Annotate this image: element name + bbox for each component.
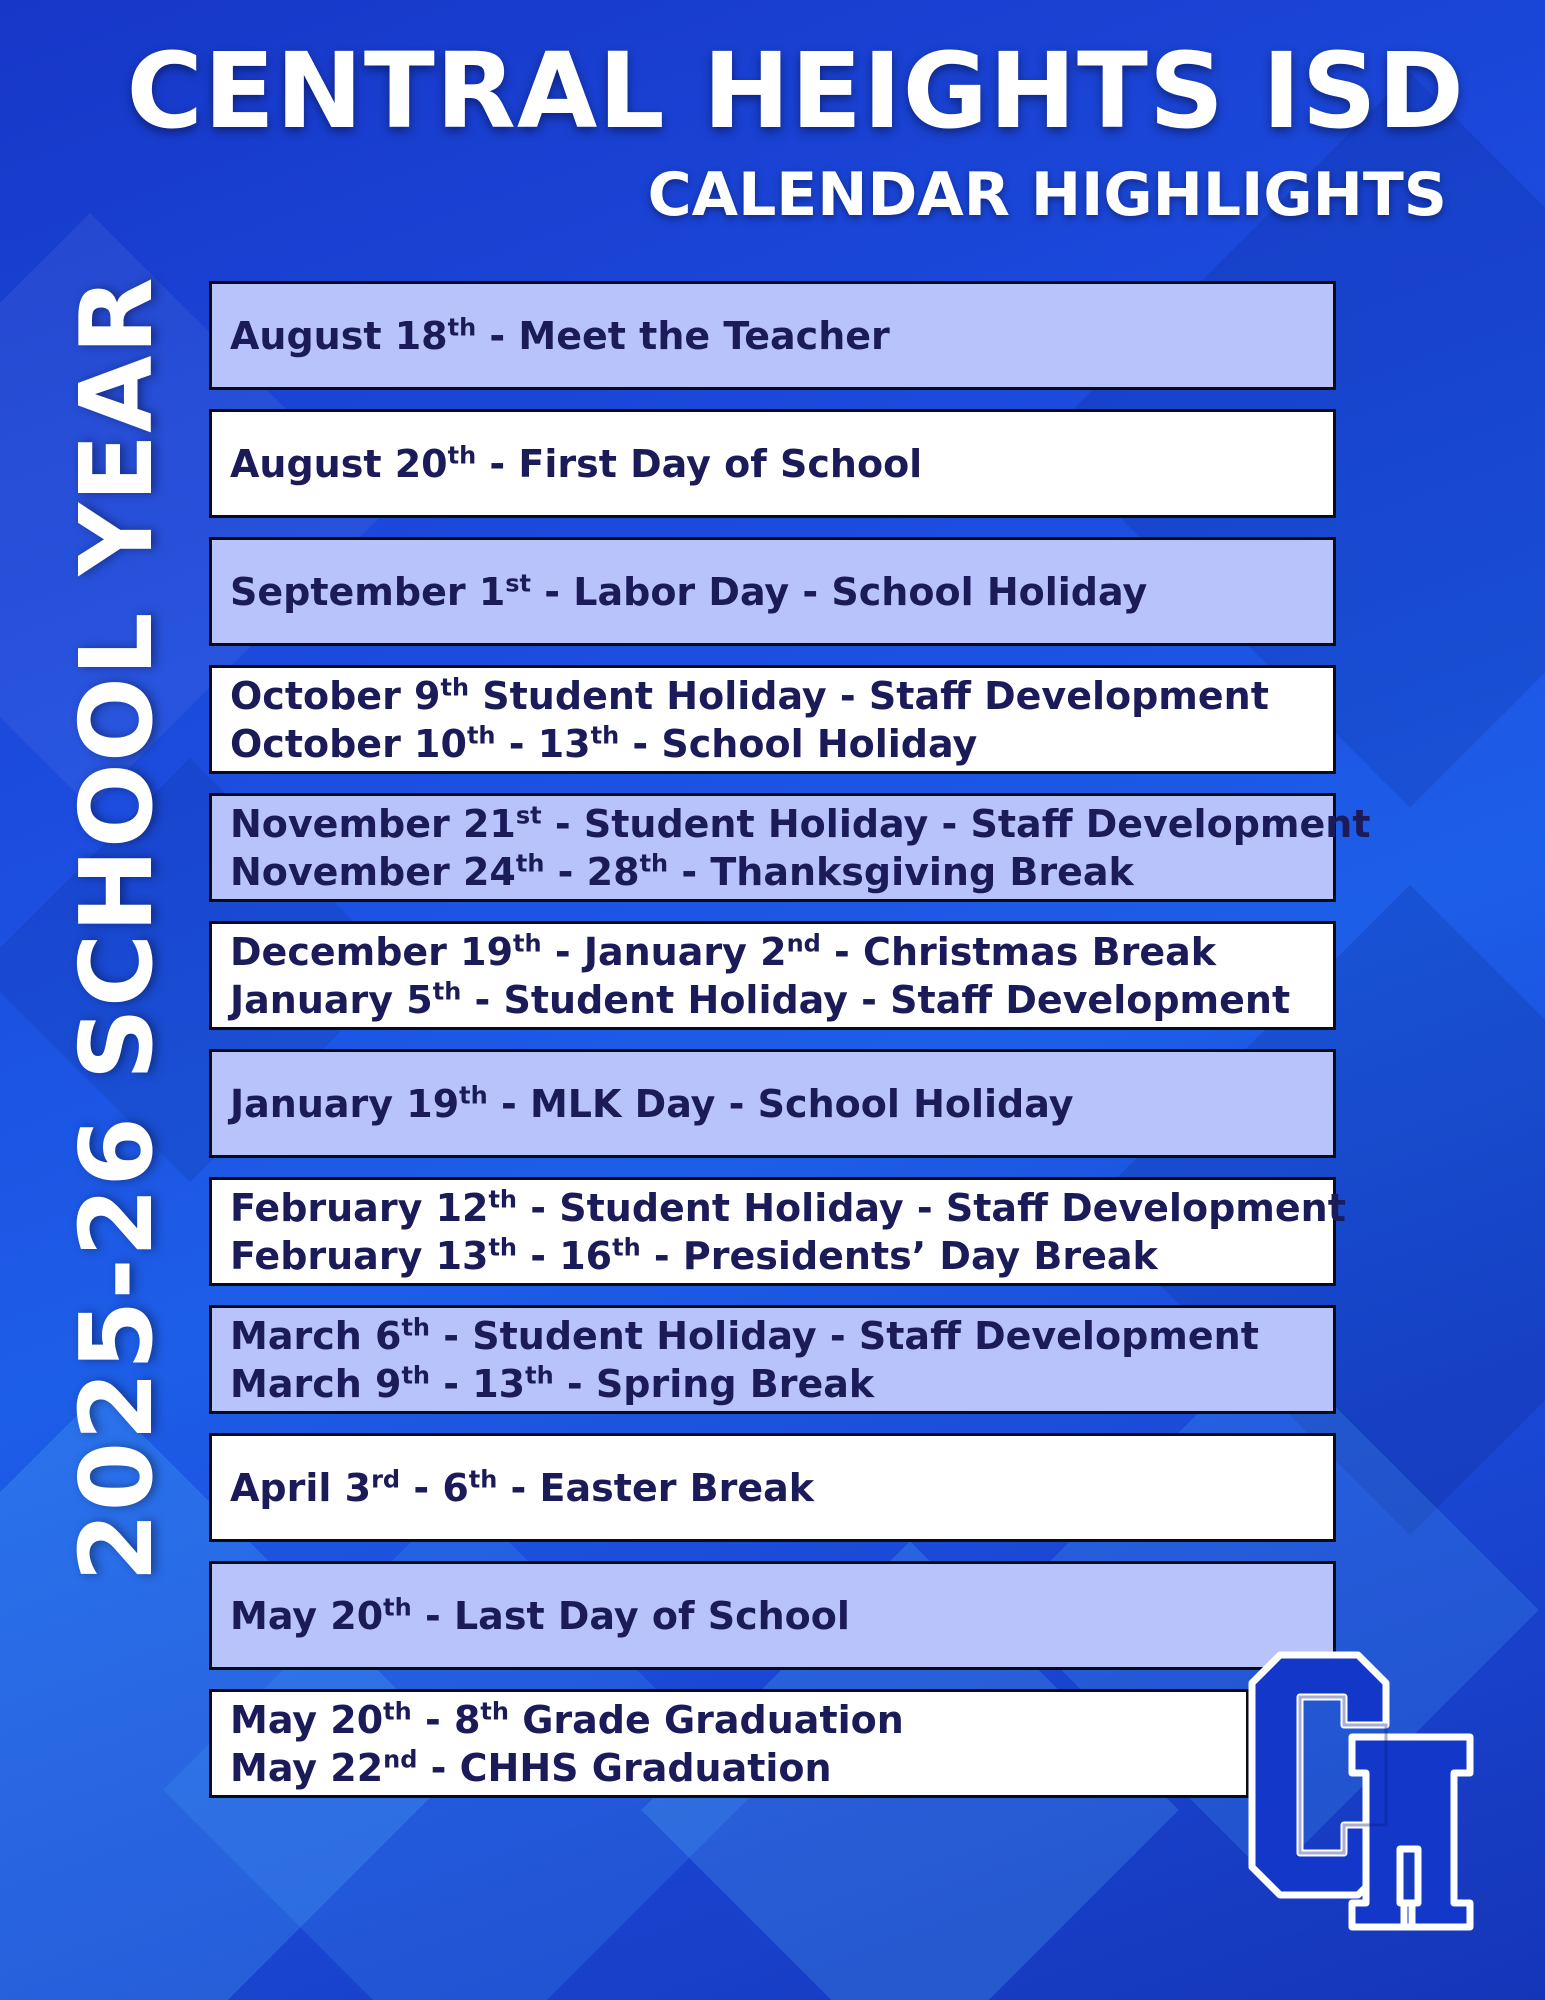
event-line [230, 1696, 1228, 1744]
ordinal-suffix: th [468, 1464, 498, 1493]
event-text: September 1 [230, 569, 506, 614]
event-text: - Student Holiday - Staff Development [541, 801, 1371, 846]
calendar-event-row [209, 1049, 1336, 1158]
event-text: Student Holiday - Staff Development [469, 673, 1269, 718]
event-text: August 18 [230, 313, 448, 358]
event-line [230, 848, 1315, 896]
event-text: October 9 [230, 673, 441, 718]
calendar-event-row [209, 1177, 1346, 1286]
event-line [230, 928, 1315, 976]
ordinal-suffix: th [447, 440, 477, 469]
event-text: - 16 [517, 1233, 613, 1278]
event-line [230, 1184, 1346, 1232]
event-line [230, 1464, 1315, 1512]
event-line [230, 440, 1315, 488]
event-line [230, 312, 1315, 360]
event-text: October 10 [230, 721, 467, 766]
ordinal-suffix: th [401, 1312, 431, 1341]
calendar-event-row [209, 793, 1371, 902]
event-line [230, 1744, 1228, 1792]
event-text: August 20 [230, 441, 448, 486]
ordinal-suffix: th [515, 848, 545, 877]
event-line [230, 1080, 1315, 1128]
event-text: - First Day of School [476, 441, 923, 486]
event-line [230, 800, 1371, 848]
page-title: CENTRAL HEIGHTS ISD [126, 30, 1465, 152]
event-text: - School Holiday [619, 721, 978, 766]
event-line [230, 568, 1315, 616]
event-text: February 13 [230, 1233, 489, 1278]
ordinal-suffix: th [383, 1592, 412, 1621]
ordinal-suffix: th [513, 928, 542, 957]
school-year-label: 2025-26 SCHOOL YEAR [58, 276, 175, 1582]
event-line [230, 976, 1315, 1024]
ordinal-suffix: th [401, 1360, 431, 1389]
event-text: February 12 [230, 1185, 489, 1230]
ordinal-suffix: th [432, 976, 462, 1005]
ordinal-suffix: th [525, 1360, 554, 1389]
ordinal-suffix: nd [786, 928, 821, 957]
calendar-event-row [209, 409, 1336, 518]
event-line [230, 672, 1315, 720]
event-text: May 20 [230, 1593, 384, 1638]
event-text: - Student Holiday - Staff Development [517, 1185, 1346, 1230]
event-text: November 24 [230, 849, 516, 894]
event-text: - CHHS Graduation [417, 1745, 832, 1790]
event-text: - 8 [411, 1697, 481, 1742]
event-text: - Spring Break [553, 1361, 875, 1406]
event-text: - Easter Break [497, 1465, 815, 1510]
calendar-event-row [209, 1561, 1336, 1670]
event-text: - MLK Day - School Holiday [487, 1081, 1074, 1126]
ordinal-suffix: rd [371, 1464, 401, 1493]
calendar-event-row [209, 1433, 1336, 1542]
event-text: May 22 [230, 1745, 384, 1790]
event-text: - 28 [544, 849, 640, 894]
event-text: - 6 [400, 1465, 469, 1510]
calendar-event-row [209, 281, 1336, 390]
event-text: - 13 [430, 1361, 526, 1406]
event-text: May 20 [230, 1697, 384, 1742]
ordinal-suffix: th [440, 672, 470, 701]
ordinal-suffix: st [505, 568, 532, 597]
calendar-event-list [209, 281, 1371, 1817]
event-text: January 19 [230, 1081, 460, 1126]
calendar-event-row [209, 537, 1336, 646]
event-text: - Meet the Teacher [476, 313, 890, 358]
event-text: - Presidents’ Day Break [640, 1233, 1158, 1278]
ordinal-suffix: th [447, 312, 477, 341]
event-line [230, 720, 1315, 768]
event-text: - 13 [495, 721, 591, 766]
ch-logo-icon [1240, 1645, 1480, 1935]
event-text: January 5 [230, 977, 433, 1022]
calendar-event-row [209, 1305, 1336, 1414]
calendar-event-row [209, 921, 1336, 1030]
ordinal-suffix: th [383, 1696, 412, 1725]
ordinal-suffix: nd [383, 1744, 418, 1773]
ordinal-suffix: th [590, 720, 620, 749]
event-text: December 19 [230, 929, 514, 974]
event-line [230, 1360, 1315, 1408]
ordinal-suffix: th [466, 720, 496, 749]
event-text: April 3 [230, 1465, 372, 1510]
event-text: March 6 [230, 1313, 402, 1358]
event-text: Grade Graduation [508, 1697, 904, 1742]
event-line [230, 1312, 1315, 1360]
calendar-event-row [209, 665, 1336, 774]
ordinal-suffix: th [488, 1232, 518, 1261]
calendar-event-row [209, 1689, 1249, 1798]
event-line [230, 1232, 1315, 1280]
event-text: - Christmas Break [820, 929, 1217, 974]
event-text: - Last Day of School [411, 1593, 850, 1638]
ordinal-suffix: th [459, 1080, 488, 1109]
ordinal-suffix: th [488, 1184, 518, 1213]
ordinal-suffix: th [612, 1232, 641, 1261]
event-text: - January 2 [541, 929, 787, 974]
event-text: - Student Holiday - Staff Development [430, 1313, 1259, 1358]
page-subtitle: CALENDAR HIGHLIGHTS [647, 160, 1447, 230]
ordinal-suffix: st [515, 800, 542, 829]
event-text: - Thanksgiving Break [668, 849, 1134, 894]
ordinal-suffix: th [480, 1696, 509, 1725]
event-text: November 21 [230, 801, 516, 846]
event-text: March 9 [230, 1361, 402, 1406]
event-line [230, 1592, 1315, 1640]
event-text: - Labor Day - School Holiday [531, 569, 1148, 614]
event-text: - Student Holiday - Staff Development [461, 977, 1291, 1022]
ordinal-suffix: th [639, 848, 669, 877]
